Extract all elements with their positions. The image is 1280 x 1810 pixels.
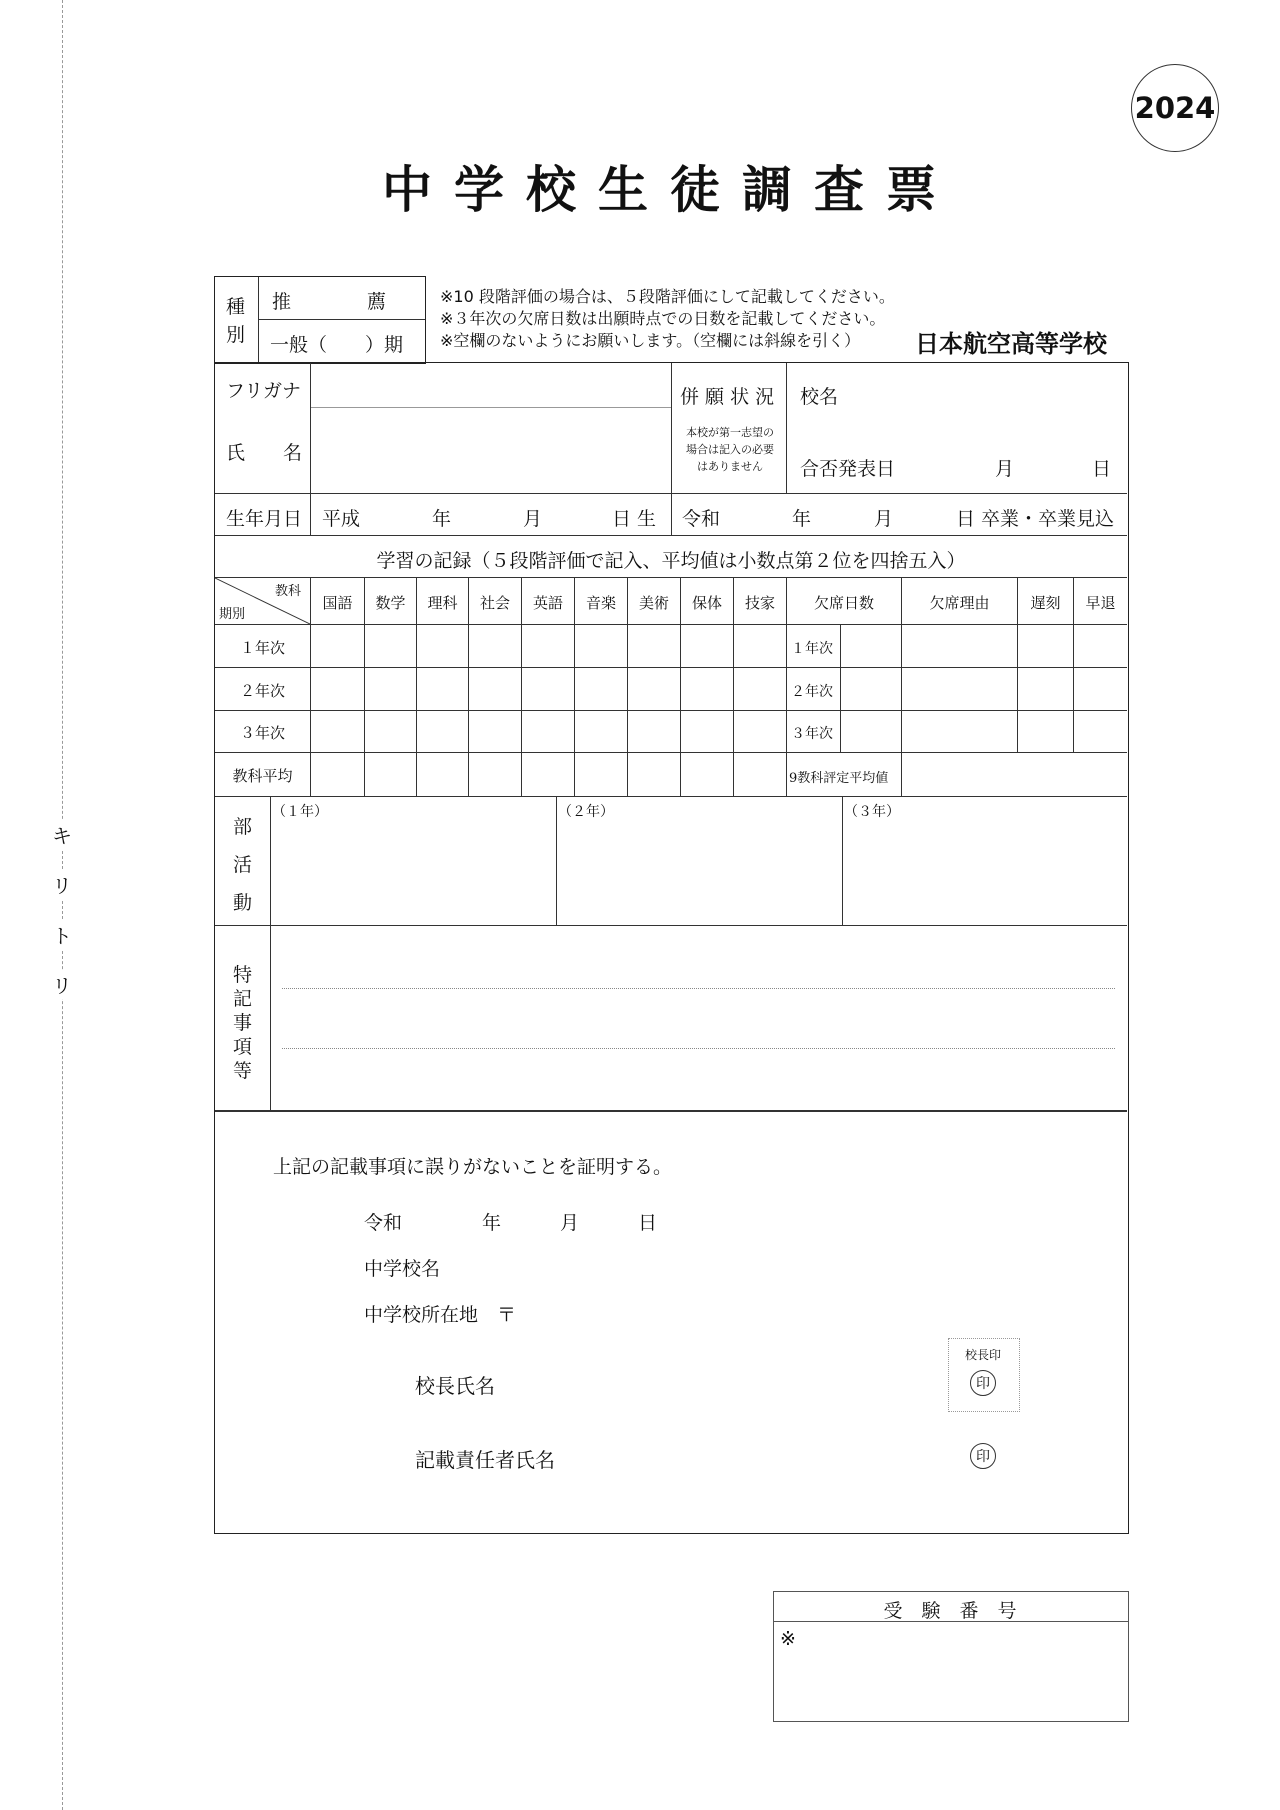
cert-statement: 上記の記載事項に誤りがないことを証明する。 [273, 1156, 673, 1178]
row-label: １年次 [239, 639, 285, 657]
club-year-label: （２年） [558, 804, 614, 820]
att-header-late: 遅刻 [1030, 594, 1061, 612]
club-label: 動 [232, 892, 252, 914]
study-heading: 学習の記録（５段階評価で記入、平均値は小数点第２位を四捨五入） [376, 550, 966, 572]
type-label: 種 [226, 296, 246, 318]
principal-label: 校長氏名 [415, 1374, 495, 1398]
subject-header: 英語 [532, 594, 563, 612]
note: ※３年次の欠席日数は出願時点での日数を記載してください。 [440, 309, 886, 328]
birth-label: 生年月日 [226, 508, 303, 530]
subject-header: 国語 [322, 594, 353, 612]
special-label: 項 [232, 1036, 252, 1058]
cut-label-char: ト [50, 920, 74, 949]
exam-number-field[interactable] [800, 1624, 1122, 1716]
subject-header: 数学 [375, 594, 406, 612]
seal-icon: 印 [970, 1370, 996, 1396]
corner-top: 教科 [275, 584, 302, 599]
note: ※10 段階評価の場合は、５段階評価にして記載してください。 [440, 287, 895, 306]
att-header-early: 早退 [1085, 594, 1116, 612]
corner-bottom: 期別 [219, 607, 246, 622]
principal-seal-label: 校長印 [964, 1348, 1001, 1362]
cut-label-char: リ [50, 970, 74, 999]
heigan-note: 本校が第一志望の [686, 426, 774, 439]
att-row-label: ３年次 [791, 726, 833, 742]
heigan-note: 場合は記入の必要 [686, 443, 774, 456]
grad-year: 年 [792, 508, 812, 530]
special-label: 記 [232, 988, 252, 1010]
heigan-month: 月 [995, 458, 1015, 480]
page-title: 中学校生徒調査票 [382, 160, 958, 219]
year-badge: 2024 [1131, 64, 1219, 152]
type-ippan[interactable]: 一般（ ）期 [270, 334, 404, 356]
type-label: 別 [226, 324, 246, 346]
att-header-reason: 欠席理由 [929, 594, 990, 612]
name-label: 氏 名 [226, 442, 303, 464]
club-year-label: （１年） [272, 804, 328, 820]
row-label: ２年次 [239, 682, 285, 700]
club-label: 部 [232, 816, 252, 838]
cert-date-year: 年 [482, 1212, 502, 1234]
heigan-school-label: 校名 [800, 386, 839, 408]
heigan-note: はありません [697, 460, 763, 473]
subject-avg-label: 教科平均 [232, 767, 293, 785]
birth-year: 年 [432, 508, 452, 530]
subject-header: 理科 [427, 594, 458, 612]
furigana-label: フリガナ [226, 380, 302, 402]
cert-address-label: 中学校所在地 〒 [364, 1304, 517, 1326]
att-row-label: ２年次 [791, 684, 833, 700]
cert-date-era: 令和 [364, 1212, 403, 1234]
birth-era: 平成 [322, 508, 361, 530]
exam-number-label: 受 験 番 号 [883, 1600, 1017, 1622]
exam-number-mark: ※ [780, 1628, 796, 1650]
cert-date-day: 日 [638, 1212, 658, 1234]
subject-header: 美術 [638, 594, 669, 612]
special-label: 特 [232, 964, 252, 986]
att-row-label: １年次 [791, 641, 833, 657]
note: ※空欄のないようにお願いします。（空欄には斜線を引く） [440, 331, 861, 350]
heigan-day: 日 [1092, 458, 1112, 480]
cut-line [62, 0, 63, 1810]
special-label: 事 [232, 1012, 252, 1034]
subject-header: 社会 [479, 594, 510, 612]
grad-tail: 日 卒業・卒業見込 [956, 508, 1115, 530]
writer-label: 記載責任者氏名 [415, 1448, 555, 1472]
school-name: 日本航空高等学校 [915, 329, 1107, 358]
special-label: 等 [232, 1060, 252, 1082]
birth-month: 月 [523, 508, 543, 530]
cert-date-month: 月 [560, 1212, 580, 1234]
seal-icon: 印 [970, 1443, 996, 1469]
subject-header: 保体 [691, 594, 722, 612]
heigan-announce-label: 合否発表日 [800, 458, 896, 480]
grad-month: 月 [874, 508, 894, 530]
furigana-field[interactable] [312, 365, 669, 405]
heigan-label: 併 願 状 況 [680, 386, 775, 408]
nine-avg-label: 9教科評定平均値 [789, 771, 889, 786]
subject-header: 音楽 [585, 594, 616, 612]
subject-header: 技家 [744, 594, 775, 612]
special-dotted-line [282, 988, 1115, 989]
cut-label-char: リ [50, 870, 74, 899]
type-suisen[interactable]: 推 薦 [272, 291, 387, 313]
club-year-label: （３年） [844, 804, 900, 820]
grad-era: 令和 [682, 508, 721, 530]
att-header-days: 欠席日数 [813, 594, 874, 612]
club-label: 活 [232, 854, 252, 876]
birth-day: 日 生 [612, 508, 657, 530]
name-field[interactable] [312, 410, 669, 490]
row-label: ３年次 [239, 724, 285, 742]
cut-label-char: キ [50, 820, 74, 849]
special-dotted-line [282, 1048, 1115, 1049]
cert-school-label: 中学校名 [364, 1258, 441, 1280]
